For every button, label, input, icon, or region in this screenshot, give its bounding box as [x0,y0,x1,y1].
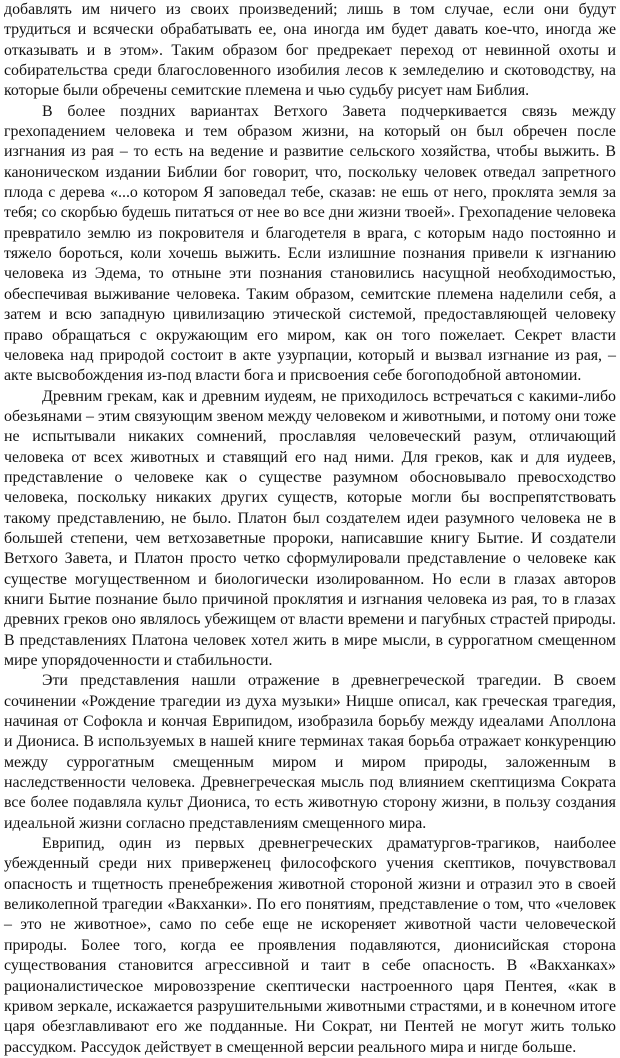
paragraph-2: В более поздних вариантах Ветхого Завета подчеркивается связь между грехопадением человека и тем образом жизни, на который он был обречен после изгнания из рая – то есть на ведение и развитие сельского хозяйства, чтобы выжить. В каноническом издании Библии бог говорит, что, поскольку человек отведал запретного плода с дерева «...о котором Я заповедал тебе, сказав: не ешь от него, проклята земля за тебя; со скорбью будешь питаться от нее во все дни жизни твоей». Грехопадение человека превратило землю из покровителя и благодетеля в врага, с которым надо постоянно и тяжело бороться, коли хочешь выжить. Если излишние познания привели к изгнанию человека из Эдема, то отныне эти познания становились насущной необходимостью, обеспечивая выживание человека. Таким образом, семитские племена наделили себя, а затем и всю западную цивилизацию этической системой, предоставляющей человеку право обращаться с окружающим его миром, как он того пожелает. Секрет власти человека над природой состоит в акте узурпации, который и вызвал изгнание из рая, – акте высвобождения из-под власти бога и присвоения себе богоподобной автономии. [4,102,616,385]
paragraph-1: добавлять им ничего из своих произведений; лишь в том случае, если они будут трудиться и всячески обрабатывать ее, она иногда им будет давать кое-что, иногда же отказывать и в этом». Таким образом бог предрекает переход от невинной охоты и собирательства среди благословенного изобилия лесов к земледелию и скотоводству, на которые были обречены семитские племена и чью судьбу рисует нам Библия. [4,1,616,100]
paragraph-3: Древним грекам, как и древним иудеям, не приходилось встречаться с какими-либо обезьянами – этим связующим звеном между человеком и животными, и потому они тоже не испытывали никаких сомнений, прославляя человеческий разум, отличающий человека от всех животных и ставящий его над ними. Для греков, как и для иудеев, представление о человеке как о существе разумном обосновывало превосходство человека, поскольку никаких других существ, которые могли бы воспрепятствовать такому представлению, не было. Платон был создателем идеи разумного человека не в большей степени, чем ветхозаветные пророки, написавшие книгу Бытие. И создатели Ветхого Завета, и Платон просто четко сформулировали представление о человеке как существе могущественном и биологически изолированном. Но если в глазах авторов книги Бытие познание было причиной проклятия и изгнания человека из рая, то в глазах древних греков оно являлось убежищем от власти времени и пагубных страстей природы. В представлениях Платона человек хотел жить в мире мысли, в суррогатном смещенном мире упорядоченности и стабильности. [4,387,616,669]
paragraph-4: Эти представления нашли отражение в древнегреческой трагедии. В своем сочинении «Рождение трагедии из духа музыки» Ницше описал, как греческая трагедия, начиная от Софокла и кончая Еврипидом, изобразила борьбу между идеалами Аполлона и Диониса. В используемых в нашей книге терминах такая борьба отражает конкуренцию между суррогатным смещенным миром и миром природы, заложенным в наследственности человека. Древнегреческая мысль под влиянием скептицизма Сократа все более подавляла культ Диониса, то есть животную сторону жизни, в пользу создания идеальной жизни согласно представлениям смещенного мира. [4,672,616,832]
paragraph-5: Еврипид, один из первых древнегреческих драматургов-трагиков, наиболее убежденный среди них приверженец философского учения скептиков, почувствовал опасность и тщетность пренебрежения животной стороной жизни и отразил это в своей великолепной трагедии «Вакханки». По его понятиям, представление о том, что «человек – это не животное», само по себе еще не искореняет животной части человеческой природы. Более того, когда ее проявления подавляются, дионисийская сторона существования становится агрессивной и таит в себе опасность. В «Вакханках» рационалистическое мировоззрение скептически настроенного царя Пентея, «как в кривом зеркале, искажается разрушительными животными страстями, и в конечном итоге царя обезглавливают его же подданные. Ни Сократ, ни Пентей не могут жить только рассудком. Рассудок действует в смещенной версии реального мира и нигде больше. [4,835,616,1056]
document-page [4,0,616,1056]
